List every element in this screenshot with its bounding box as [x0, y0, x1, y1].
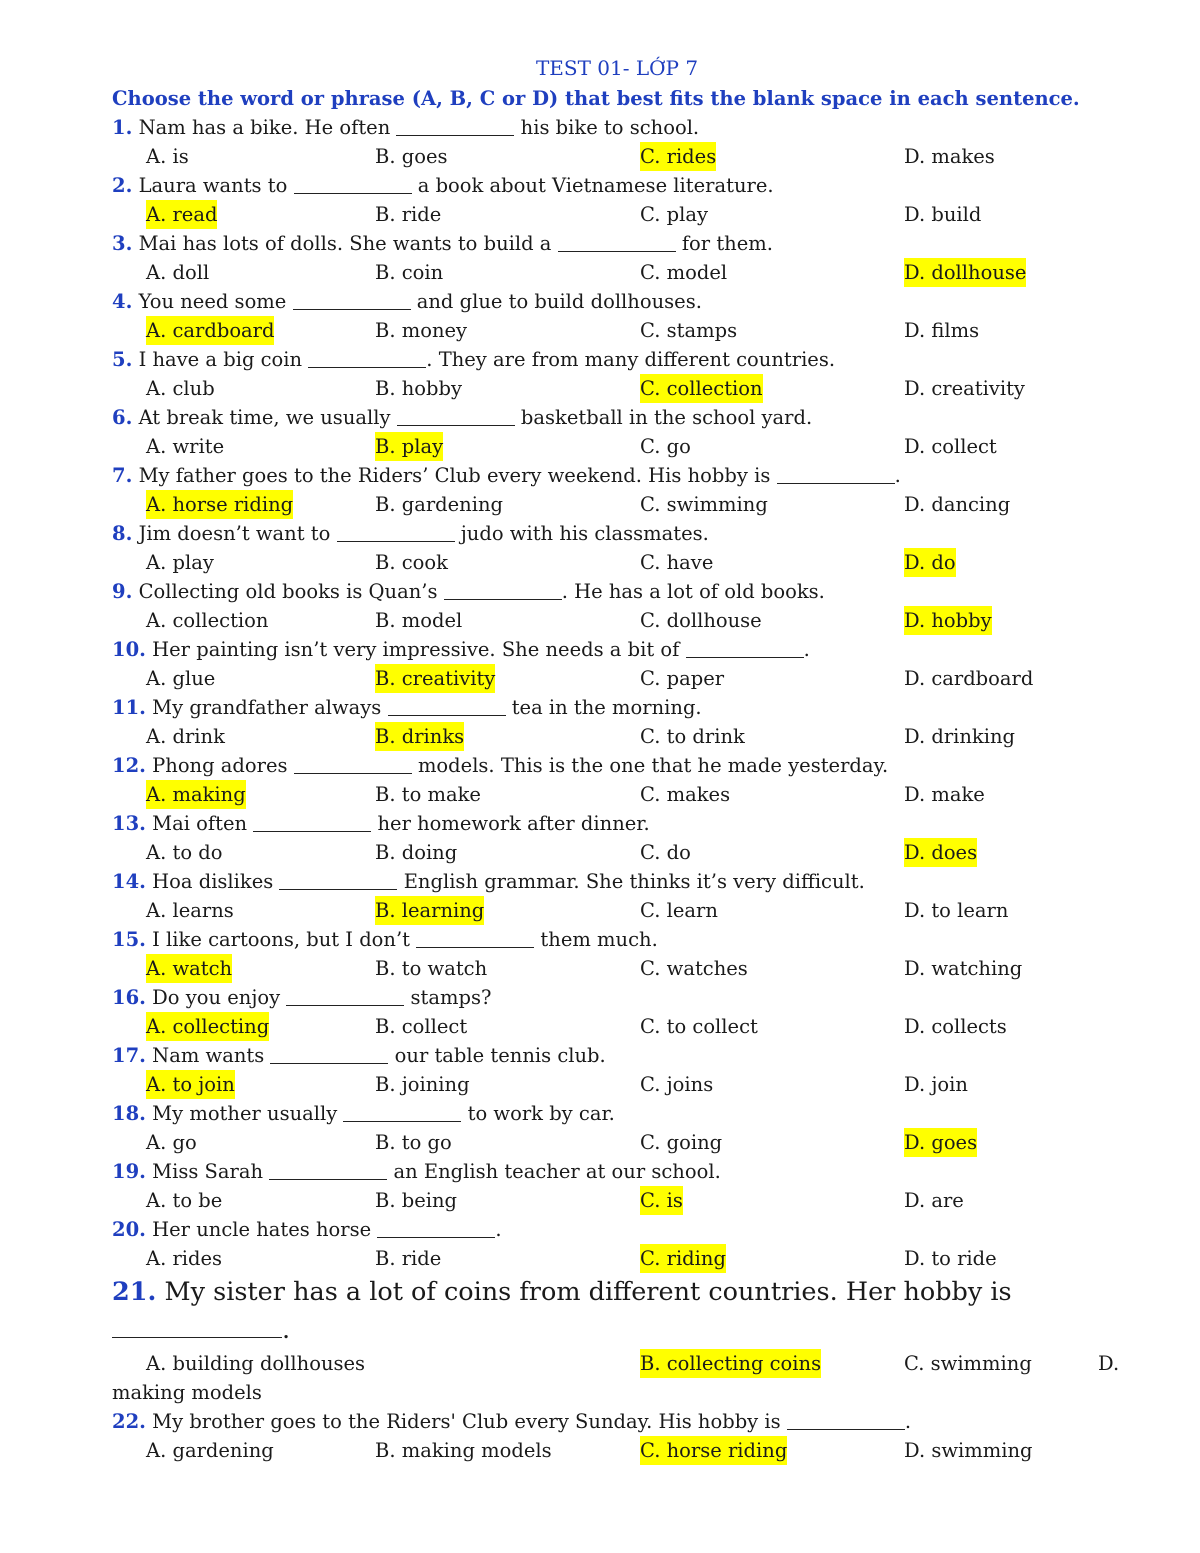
- option-a-correct[interactable]: A. cardboard: [146, 316, 274, 345]
- question-number: 20.: [112, 1218, 146, 1241]
- question-12: [112, 751, 1122, 780]
- option-b-correct[interactable]: B. drinks: [375, 722, 464, 751]
- question-text: Nam wants: [152, 1044, 265, 1067]
- option-c-correct[interactable]: C. riding: [640, 1244, 726, 1273]
- option-d-correct[interactable]: D. dollhouse: [904, 258, 1026, 287]
- option-d[interactable]: D. drinking: [904, 725, 1016, 748]
- question-text: Hoa dislikes: [152, 870, 274, 893]
- instruction-text: Choose the word or phrase (A, B, C or D) that best fits the blank space in each sentence.: [112, 87, 1080, 110]
- question-text: Mai has lots of dolls. She wants to build a: [138, 232, 552, 255]
- question-11: [112, 693, 1122, 722]
- option-a-correct[interactable]: A. horse riding: [146, 490, 293, 519]
- question-15: [112, 925, 1122, 954]
- question-number: 15.: [112, 928, 146, 951]
- question-text: Mai often: [152, 812, 248, 835]
- question-4-options: [112, 316, 1122, 345]
- question-number: 19.: [112, 1160, 146, 1183]
- option-c[interactable]: C. going: [640, 1131, 723, 1154]
- option-c[interactable]: C. have: [640, 551, 714, 574]
- question-text: Her uncle hates horse: [152, 1218, 372, 1241]
- answer-blank: [337, 521, 455, 542]
- option-b-correct[interactable]: B. creativity: [375, 664, 495, 693]
- question-list: [112, 113, 1122, 1273]
- option-b[interactable]: B. being: [375, 1189, 458, 1212]
- answer-blank: [269, 1159, 387, 1180]
- option-a[interactable]: A. learns: [146, 899, 234, 922]
- option-d[interactable]: D. creativity: [904, 377, 1025, 400]
- answer-blank: [253, 811, 371, 832]
- option-b-correct[interactable]: B. play: [375, 432, 443, 461]
- question-text-end: our table tennis club.: [394, 1044, 606, 1067]
- answer-blank: [787, 1409, 905, 1430]
- question-17: [112, 1041, 1122, 1070]
- option-b[interactable]: B. money: [375, 319, 468, 342]
- question-text: My father goes to the Riders’ Club every weekend. His hobby is: [138, 464, 771, 487]
- option-b[interactable]: B. collect: [375, 1015, 468, 1038]
- option-c[interactable]: C. learn: [640, 899, 718, 922]
- question-9: [112, 577, 1122, 606]
- option-b[interactable]: B. ride: [375, 1247, 442, 1270]
- question-text-end: stamps?: [410, 986, 492, 1009]
- option-c[interactable]: C. joins: [640, 1073, 714, 1096]
- option-b[interactable]: B. joining: [375, 1073, 470, 1096]
- question-text-end: .: [894, 464, 901, 487]
- question-6-options: [112, 432, 1122, 461]
- answer-blank: [444, 579, 562, 600]
- option-a[interactable]: A. club: [146, 377, 215, 400]
- answer-blank: [397, 405, 515, 426]
- option-a[interactable]: A. doll: [146, 261, 210, 284]
- question-9-options: [112, 606, 1122, 635]
- option-b[interactable]: B. making models: [375, 1439, 552, 1462]
- question-text-end: for them.: [681, 232, 773, 255]
- question-text-end: .: [282, 1315, 291, 1345]
- question-text-end: to work by car.: [467, 1102, 615, 1125]
- option-c[interactable]: C. play: [640, 203, 708, 226]
- question-17-options: [112, 1070, 1122, 1099]
- option-c[interactable]: C. model: [640, 261, 728, 284]
- answer-blank: [308, 347, 426, 368]
- question-text-end: basketball in the school yard.: [520, 406, 813, 429]
- question-number: 18.: [112, 1102, 146, 1125]
- option-c[interactable]: C. go: [640, 435, 691, 458]
- question-text: My brother goes to the Riders' Club every Sunday. His hobby is: [152, 1410, 781, 1433]
- question-13: [112, 809, 1122, 838]
- question-number: 12.: [112, 754, 146, 777]
- question-20-options: [112, 1244, 1122, 1273]
- question-text: My grandfather always: [152, 696, 382, 719]
- option-d-continued: making models: [112, 1381, 262, 1404]
- answer-blank: [686, 637, 804, 658]
- question-8-options: [112, 548, 1122, 577]
- option-c[interactable]: C. to drink: [640, 725, 745, 748]
- option-d-correct[interactable]: D. hobby: [904, 606, 992, 635]
- question-22: [112, 1407, 1122, 1436]
- option-a[interactable]: A. play: [146, 551, 214, 574]
- question-text-end: tea in the morning.: [511, 696, 702, 719]
- question-1-options: [112, 142, 1122, 171]
- option-b[interactable]: B. ride: [375, 203, 442, 226]
- question-text: You need some: [138, 290, 287, 313]
- option-d-prefix[interactable]: D.: [1098, 1352, 1120, 1375]
- worksheet: [112, 52, 1122, 1465]
- question-number: 13.: [112, 812, 146, 835]
- answer-blank: [279, 869, 397, 890]
- question-text-end: judo with his classmates.: [460, 522, 709, 545]
- question-text: At break time, we usually: [138, 406, 391, 429]
- option-c[interactable]: C. do: [640, 841, 691, 864]
- question-number: 22.: [112, 1410, 146, 1433]
- question-text: Collecting old books is Quan’s: [138, 580, 438, 603]
- question-3-options: [112, 258, 1122, 287]
- question-11-options: [112, 722, 1122, 751]
- answer-blank: [388, 695, 506, 716]
- option-c[interactable]: C. to collect: [640, 1015, 758, 1038]
- question-text-end: .: [495, 1218, 502, 1241]
- question-number: 6.: [112, 406, 133, 429]
- question-text: I like cartoons, but I don’t: [152, 928, 411, 951]
- question-text: Her painting isn’t very impressive. She needs a bit of: [152, 638, 680, 661]
- question-18: [112, 1099, 1122, 1128]
- question-2-options: [112, 200, 1122, 229]
- question-text: Jim doesn’t want to: [138, 522, 331, 545]
- option-b[interactable]: B. to go: [375, 1131, 452, 1154]
- option-a-correct[interactable]: A. watch: [146, 954, 232, 983]
- question-15-options: [112, 954, 1122, 983]
- answer-blank: [270, 1043, 388, 1064]
- question-10-options: [112, 664, 1122, 693]
- option-d[interactable]: D. make: [904, 783, 985, 806]
- option-b[interactable]: B. gardening: [375, 493, 504, 516]
- option-b[interactable]: B. goes: [375, 145, 448, 168]
- option-b[interactable]: B. to make: [375, 783, 481, 806]
- option-b[interactable]: B. cook: [375, 551, 448, 574]
- question-14-options: [112, 896, 1122, 925]
- option-d[interactable]: D. to ride: [904, 1247, 997, 1270]
- question-text: I have a big coin: [138, 348, 303, 371]
- option-d[interactable]: D. to learn: [904, 899, 1009, 922]
- question-10: [112, 635, 1122, 664]
- question-21-options: [112, 1349, 1122, 1378]
- option-c[interactable]: C. stamps: [640, 319, 738, 342]
- answer-blank: [112, 1315, 282, 1338]
- question-number: 7.: [112, 464, 133, 487]
- option-d-correct[interactable]: D. goes: [904, 1128, 977, 1157]
- question-5-options: [112, 374, 1122, 403]
- option-a[interactable]: A. gardening: [146, 1439, 274, 1462]
- option-c[interactable]: C. swimming: [904, 1352, 1032, 1375]
- option-b[interactable]: B. to watch: [375, 957, 488, 980]
- option-a[interactable]: A. to do: [146, 841, 223, 864]
- option-a[interactable]: A. write: [146, 435, 225, 458]
- question-number: 2.: [112, 174, 133, 197]
- option-a[interactable]: A. to be: [146, 1189, 223, 1212]
- option-c-correct[interactable]: C. is: [640, 1186, 683, 1215]
- option-c-correct[interactable]: C. rides: [640, 142, 716, 171]
- option-d[interactable]: D. cardboard: [904, 667, 1034, 690]
- option-d-correct[interactable]: D. does: [904, 838, 977, 867]
- question-number: 1.: [112, 116, 133, 139]
- option-d[interactable]: D. build: [904, 203, 982, 226]
- answer-blank: [777, 463, 895, 484]
- option-d[interactable]: D. join: [904, 1073, 968, 1096]
- option-b-correct[interactable]: B. collecting coins: [640, 1349, 821, 1378]
- question-13-options: [112, 838, 1122, 867]
- question-number: 17.: [112, 1044, 146, 1067]
- option-a[interactable]: A. is: [146, 145, 189, 168]
- option-c-correct[interactable]: C. collection: [640, 374, 763, 403]
- option-a[interactable]: A. go: [146, 1131, 197, 1154]
- option-a[interactable]: A. rides: [146, 1247, 223, 1270]
- question-4: [112, 287, 1122, 316]
- question-number: 16.: [112, 986, 146, 1009]
- answer-blank: [377, 1217, 495, 1238]
- option-a-correct[interactable]: A. to join: [146, 1070, 235, 1099]
- question-14: [112, 867, 1122, 896]
- option-a-correct[interactable]: A. read: [146, 200, 217, 229]
- question-number: 21.: [112, 1277, 157, 1307]
- question-text-end: models. This is the one that he made yesterday.: [417, 754, 889, 777]
- question-text: Miss Sarah: [152, 1160, 264, 1183]
- option-d[interactable]: D. collect: [904, 435, 997, 458]
- question-19: [112, 1157, 1122, 1186]
- question-text-end: .: [904, 1410, 912, 1433]
- question-text-end: her homework after dinner.: [377, 812, 650, 835]
- question-number: 5.: [112, 348, 133, 371]
- option-c[interactable]: C. makes: [640, 783, 731, 806]
- question-1: [112, 113, 1122, 142]
- option-d[interactable]: D. films: [904, 319, 980, 342]
- question-18-options: [112, 1128, 1122, 1157]
- option-b[interactable]: B. hobby: [375, 377, 463, 400]
- option-c-correct[interactable]: C. horse riding: [640, 1436, 787, 1465]
- question-number: 3.: [112, 232, 133, 255]
- option-d[interactable]: D. makes: [904, 145, 995, 168]
- page-title: TEST 01- LỚP 7: [535, 56, 699, 80]
- question-22-options: [112, 1436, 1122, 1465]
- question-text-end: .: [803, 638, 810, 661]
- question-7-options: [112, 490, 1122, 519]
- question-text-end: them much.: [540, 928, 658, 951]
- option-d[interactable]: D. dancing: [904, 493, 1011, 516]
- question-text: Nam has a bike. He often: [138, 116, 391, 139]
- answer-blank: [343, 1101, 461, 1122]
- answer-blank: [558, 231, 676, 252]
- question-text: My mother usually: [152, 1102, 338, 1125]
- question-text-end: a book about Vietnamese literature.: [417, 174, 774, 197]
- question-2: [112, 171, 1122, 200]
- answer-blank: [293, 289, 411, 310]
- option-a[interactable]: A. drink: [146, 725, 225, 748]
- question-number: 14.: [112, 870, 146, 893]
- question-number: 9.: [112, 580, 133, 603]
- question-21: [112, 1273, 1122, 1311]
- answer-blank: [294, 173, 412, 194]
- option-c[interactable]: C. watches: [640, 957, 748, 980]
- question-5: [112, 345, 1122, 374]
- question-text: My sister has a lot of coins from different countries. Her hobby is: [164, 1277, 1012, 1307]
- option-c[interactable]: C. swimming: [640, 493, 768, 516]
- question-20: [112, 1215, 1122, 1244]
- question-text-end: . He has a lot of old books.: [561, 580, 825, 603]
- option-d[interactable]: D. collects: [904, 1015, 1007, 1038]
- question-8: [112, 519, 1122, 548]
- question-text-end: and glue to build dollhouses.: [416, 290, 702, 313]
- question-7: [112, 461, 1122, 490]
- option-d-correct[interactable]: D. do: [904, 548, 956, 577]
- question-text-end: an English teacher at our school.: [393, 1160, 721, 1183]
- option-b[interactable]: B. model: [375, 609, 463, 632]
- question-text: Do you enjoy: [152, 986, 281, 1009]
- option-a[interactable]: A. glue: [146, 667, 216, 690]
- question-12-options: [112, 780, 1122, 809]
- option-a[interactable]: A. building dollhouses: [146, 1352, 366, 1375]
- answer-blank: [294, 753, 412, 774]
- option-c[interactable]: C. paper: [640, 667, 725, 690]
- option-b[interactable]: B. coin: [375, 261, 444, 284]
- question-16-options: [112, 1012, 1122, 1041]
- question-text-end: his bike to school.: [520, 116, 700, 139]
- question-text-end: . They are from many different countries.: [426, 348, 836, 371]
- question-text: Laura wants to: [138, 174, 288, 197]
- option-b[interactable]: B. doing: [375, 841, 458, 864]
- question-21-blank-line: [112, 1311, 1122, 1349]
- question-number: 10.: [112, 638, 146, 661]
- question-text: Phong adores: [152, 754, 288, 777]
- option-c[interactable]: C. dollhouse: [640, 609, 762, 632]
- option-a-correct[interactable]: A. making: [146, 780, 246, 809]
- question-number: 4.: [112, 290, 133, 313]
- option-a-correct[interactable]: A. collecting: [146, 1012, 269, 1041]
- question-16: [112, 983, 1122, 1012]
- question-text-end: English grammar. She thinks it’s very difficult.: [403, 870, 865, 893]
- option-b-correct[interactable]: B. learning: [375, 896, 484, 925]
- answer-blank: [416, 927, 534, 948]
- question-number: 8.: [112, 522, 133, 545]
- answer-blank: [286, 985, 404, 1006]
- option-d[interactable]: D. watching: [904, 957, 1023, 980]
- answer-blank: [396, 115, 514, 136]
- option-d[interactable]: D. swimming: [904, 1439, 1033, 1462]
- question-3: [112, 229, 1122, 258]
- question-6: [112, 403, 1122, 432]
- question-number: 11.: [112, 696, 146, 719]
- option-d[interactable]: D. are: [904, 1189, 964, 1212]
- option-a[interactable]: A. collection: [146, 609, 269, 632]
- question-19-options: [112, 1186, 1122, 1215]
